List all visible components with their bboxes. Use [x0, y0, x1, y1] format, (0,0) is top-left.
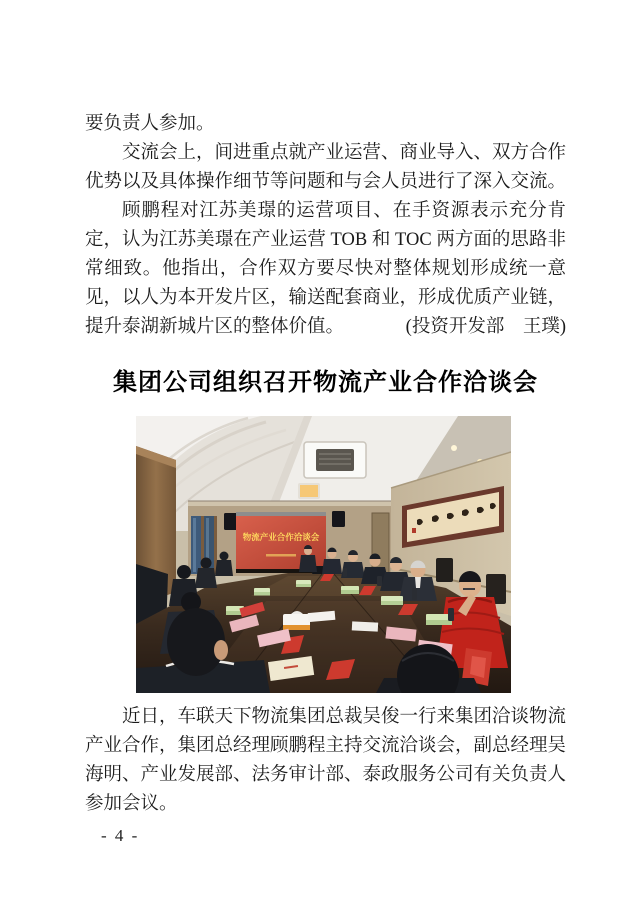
ceiling-light-panel [299, 484, 319, 498]
meeting-room-photo [136, 416, 511, 693]
page-body [85, 110, 566, 819]
page-number: - 4 - [101, 826, 140, 845]
screen-subtitle-line [266, 554, 296, 557]
chair-back-1 [436, 558, 453, 582]
wall-speaker-right [332, 511, 345, 527]
prev-article-paragraph-gu [85, 197, 566, 342]
ac-vent-large [304, 442, 366, 478]
prev-article-byline: (投资开发部 王璞) [405, 317, 566, 337]
article-title: 集团公司组织召开物流产业合作洽谈会 [113, 370, 538, 396]
prev-article-continuation-line: 要负责人参加。 [85, 114, 215, 134]
wall-speaker-left [224, 513, 238, 530]
prev-article-paragraph-gu-text: 顾鹏程对江苏美璟的运营项目、在手资源表示充分肯定，认为江苏美璟在产业运营 TOB 和 TOC 两方面的思路非常细致。他指出，合作双方要尽快对整体规划形成统一意见，以人为本开发片区，输送配套商业，形成优质产业链，提升泰湖新城片区的整体价值。 [85, 201, 567, 337]
meeting-room-photo-scene [136, 416, 511, 693]
prev-article-paragraph-exchange: 交流会上，间进重点就产业运营、商业导入、双方合作优势以及具体操作细节等问题和与会人员进行了深入交流。 [85, 143, 567, 192]
article-body-paragraph: 近日，车联天下物流集团总裁吴俊一行来集团洽谈物流产业合作，集团总经理顾鹏程主持交流洽谈会，副总经理吴海明、产业发展部、法务审计部、泰政服务公司有关负责人参加会议。 [85, 707, 567, 814]
screen-title-text: 物流产业合作洽谈会 [242, 532, 320, 542]
